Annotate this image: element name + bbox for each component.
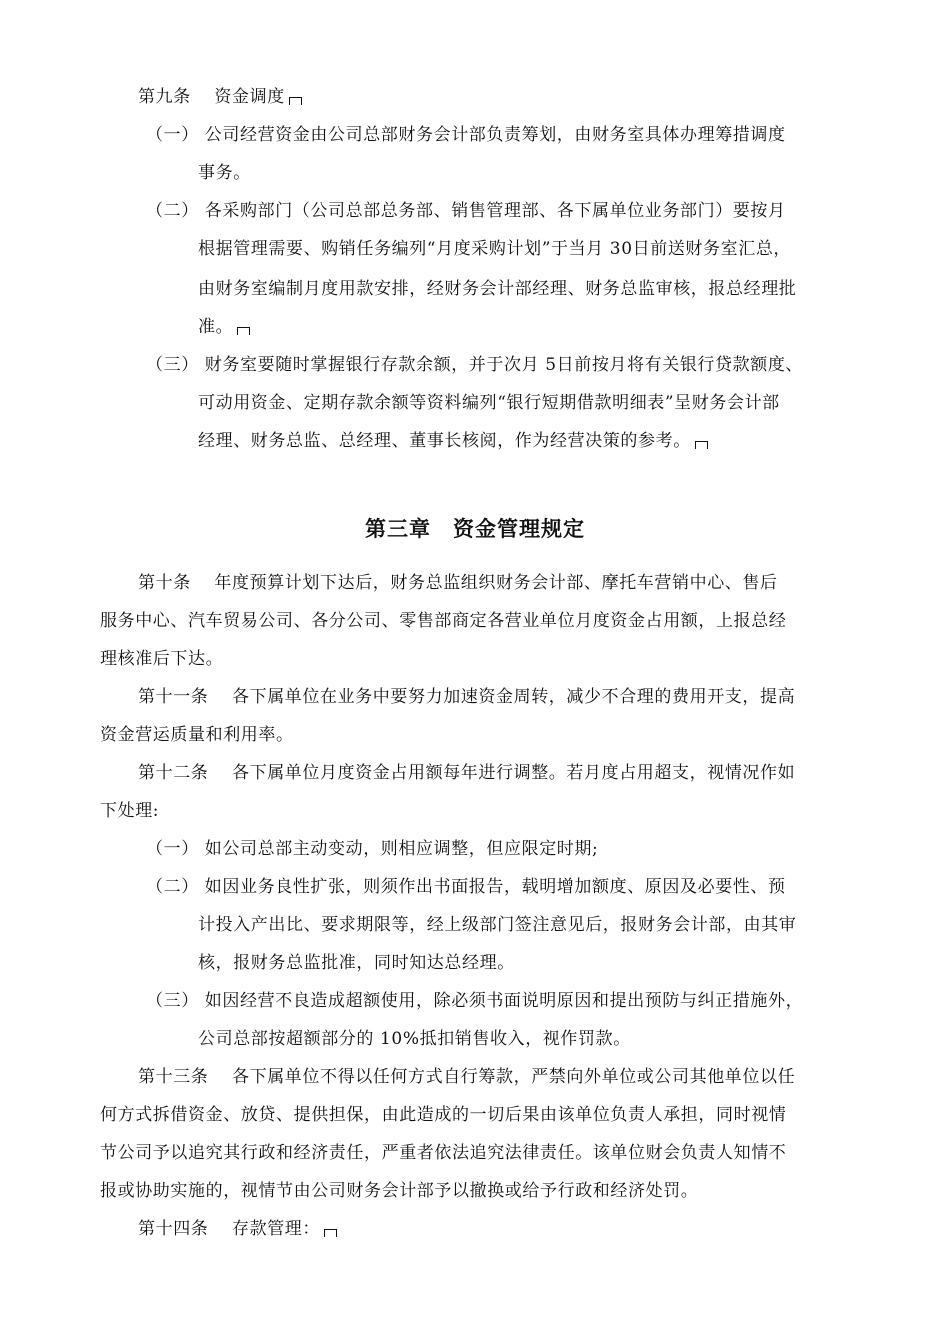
article-13-line-3: 节公司予以追究其行政和经济责任，严重者依法追究法律责任。该单位财会负责人知情不 — [100, 1143, 787, 1163]
chapter-3-title: 第三章 资金管理规定 — [365, 517, 585, 541]
article-13-line-1: 第十三条 各下属单位不得以任何方式自行筹款，严禁向外单位或公司其他单位以任 — [138, 1067, 796, 1087]
article-10-line-1: 第十条 年度预算计划下达后，财务总监组织财务会计部、摩托车营销中心、售后 — [138, 573, 778, 593]
article-9-item-3-line-3: 经理、财务总监、总经理、董事长核阅，作为经营决策的参考。 — [198, 430, 708, 452]
paragraph-mark-icon — [237, 327, 250, 335]
article-9-item-2-line-3: 由财务室编制月度用款安排，经财务会计部经理、财务总监审核，报总经理批 — [198, 279, 797, 299]
article-13-line-2: 何方式拆借资金、放贷、提供担保，由此造成的一切后果由该单位负责人承担，同时视情 — [100, 1105, 787, 1125]
article-12-line-1: 第十二条 各下属单位月度资金占用额每年进行调整。若月度占用超支，视情况作如 — [138, 763, 796, 783]
article-9-item-3-line-1: （三） 财务室要随时掌握银行存款余额，并于次月 5日前按月将有关银行贷款额度、 — [146, 355, 804, 375]
article-9-item-1-line-2: 事务。 — [198, 163, 251, 183]
article-9-heading: 第九条 资金调度 — [138, 86, 302, 108]
article-12-item-3-line-1: （三） 如因经营不良造成超额使用，除必须书面说明原因和提出预防与纠正措施外， — [146, 991, 804, 1011]
article-9-item-2-line-1: （二） 各采购部门（公司总部总务部、销售管理部、各下属单位业务部门）要按月 — [146, 201, 786, 221]
article-12-line-2: 下处理: — [100, 801, 160, 821]
article-12-item-2-line-2: 计投入产出比、要求期限等，经上级部门签注意见后，报财务会计部，由其审 — [198, 915, 797, 935]
article-12-item-3-line-2: 公司总部按超额部分的 10%抵扣销售收入，视作罚款。 — [198, 1029, 631, 1049]
article-12-item-2-line-3: 核，报财务总监批准，同时知达总经理。 — [198, 953, 515, 973]
article-9-item-2-line-4: 准。 — [198, 316, 250, 338]
article-13-line-4: 报或协助实施的，视情节由公司财务会计部予以撤换或给予行政和经济处罚。 — [100, 1181, 699, 1201]
article-11-line-2: 资金营运质量和利用率。 — [100, 725, 294, 745]
article-14-heading: 第十四条 存款管理： — [138, 1218, 337, 1240]
article-9-item-3-line-2: 可动用资金、定期存款余额等资料编列“银行短期借款明细表”呈财务会计部 — [198, 393, 780, 413]
paragraph-mark-icon — [695, 441, 708, 449]
article-11-line-1: 第十一条 各下属单位在业务中要努力加速资金周转，减少不合理的费用开支，提高 — [138, 687, 796, 707]
paragraph-mark-icon — [324, 1229, 337, 1237]
article-12-item-2-line-1: （二） 如因业务良性扩张，则须作出书面报告，载明增加额度、原因及必要性、预 — [146, 877, 786, 897]
article-9-item-2-line-2: 根据管理需要、购销任务编列“月度采购计划”于当月 30日前送财务室汇总， — [198, 239, 792, 259]
paragraph-mark-icon — [289, 97, 302, 105]
article-9-item-1-line-1: （一） 公司经营资金由公司总部财务会计部负责筹划，由财务室具体办理筹措调度 — [146, 125, 786, 145]
article-12-item-1-line-1: （一） 如公司总部主动变动，则相应调整，但应限定时期; — [146, 839, 599, 859]
article-10-line-3: 理核准后下达。 — [100, 649, 224, 669]
article-10-line-2: 服务中心、汽车贸易公司、各分公司、零售部商定各营业单位月度资金占用额，上报总经 — [100, 611, 787, 631]
